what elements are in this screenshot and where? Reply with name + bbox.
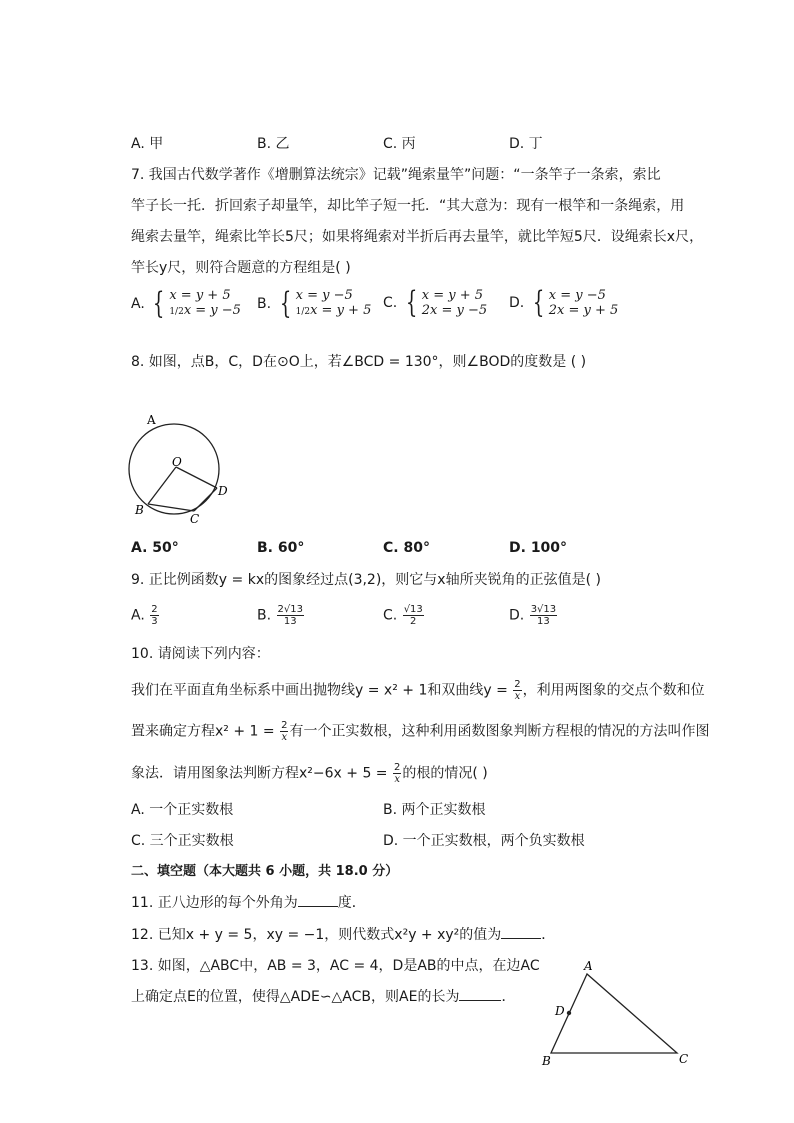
q13-line-1: 13. 如图，△ABC中，AB = 3，AC = 4，D是AB的中点，在边AC [131, 958, 540, 974]
q6-option-d: D. 丁 [509, 136, 543, 152]
q13-triangle-figure [535, 955, 695, 1075]
q10-option-d: D. 一个正实数根，两个负实数根 [383, 833, 585, 849]
q8-option-c: C. 80° [383, 540, 430, 556]
q10-paragraph-line-1: 我们在平面直角坐标系中画出抛物线y = x² + 1和双曲线y = $\frac{2}{x}$ ，利用两图象的交点个数和位 [131, 679, 705, 702]
q7-line-4: 竿长y尺，则符合题意的方程组是( ) [131, 260, 351, 276]
q9-text: 9. 正比例函数y = kx的图象经过点(3,2)，则它与x轴所夹锐角的正弦值是( ) [131, 572, 601, 588]
segment-od [176, 467, 217, 488]
q9-option-a: A. $\frac{2}{3}$ [131, 604, 158, 627]
q7-option-d: D. { x = y −5 2x = y + 5 [509, 285, 619, 320]
q8-option-a: A. 50° [131, 540, 179, 556]
segment-cd [194, 488, 217, 511]
q10-paragraph-line-2: 置来确定方程x² + 1 = $\frac{2}{x}$ 有一个正实数根，这种利用函数图象判断方程根的情况的方法叫作图 [131, 720, 710, 743]
q8-circle-figure [120, 405, 240, 530]
q11-answer-blank[interactable] [298, 893, 338, 907]
label-b: B [135, 503, 144, 517]
segment-ob [148, 467, 176, 504]
q7-option-b: B. { x = y −5 1/2x = y + 5 [257, 286, 372, 321]
q12-text: 12. 已知x + y = 5，xy = −1，则代数式x²y + xy²的值为 ． [131, 927, 556, 943]
q10-option-a: A. 一个正实数根 [131, 802, 234, 818]
label-c: C [679, 1052, 689, 1066]
q9-option-c: C. $\frac{√13}{2}$ [383, 604, 423, 627]
q7-option-a: A. { x = y + 5 1/2x = y −5 [131, 286, 241, 321]
q12-answer-blank[interactable] [501, 925, 541, 939]
label-o: O [172, 455, 182, 469]
q7-line-2: 竿子长一托．折回索子却量竿，却比竿子短一托．“其大意为：现有一根竿和一条绳索，用 [131, 198, 685, 214]
q6-option-c: C. 丙 [383, 136, 416, 152]
q7-line-3: 绳索去量竿，绳索比竿长5尺；如果将绳索对半折后再去量竿，就比竿短5尺．设绳索长x尺， [131, 229, 704, 245]
label-c: C [190, 512, 200, 526]
q10-paragraph-line-3: 象法．请用图象法判断方程x²−6x + 5 = $\frac{2}{x}$ 的根的情况( ) [131, 762, 488, 785]
label-d: D [218, 484, 228, 498]
q6-option-a: A. 甲 [131, 136, 164, 152]
q8-option-d: D. 100° [509, 540, 568, 556]
q6-option-b: B. 乙 [257, 136, 290, 152]
label-b: B [542, 1054, 551, 1068]
q10-title: 10. 请阅读下列内容： [131, 646, 270, 662]
q10-option-c: C. 三个正实数根 [131, 833, 234, 849]
label-a: A [147, 413, 156, 427]
q8-text: 8. 如图，点B，C，D在⊙O上，若∠BCD = 130°，则∠BOD的度数是 ( ) [131, 354, 587, 370]
q8-option-b: B. 60° [257, 540, 305, 556]
section-2-title: 二、填空题（本大题共 6 小题，共 18.0 分） [131, 864, 399, 879]
q13-answer-blank[interactable] [459, 987, 501, 1001]
q7-option-c: C. { x = y + 5 2x = y −5 [383, 285, 488, 320]
q9-option-d: D. $\frac{3√13}{13}$ [509, 604, 557, 627]
q13-line-2: 上确定点E的位置，使得△ADE∽△ACB，则AE的长为 ． [131, 989, 516, 1005]
point-d [567, 1011, 571, 1015]
q10-option-b: B. 两个正实数根 [383, 802, 486, 818]
label-a: A [584, 959, 593, 973]
q11-text: 11. 正八边形的每个外角为 度． [131, 895, 366, 911]
q7-line-1: 7. 我国古代数学著作《增删算法统宗》记载”绳索量竿”问题：“一条竿子一条索，索比 [131, 167, 661, 183]
q9-option-b: B. $\frac{2√13}{13}$ [257, 604, 303, 627]
label-d: D [555, 1004, 565, 1018]
